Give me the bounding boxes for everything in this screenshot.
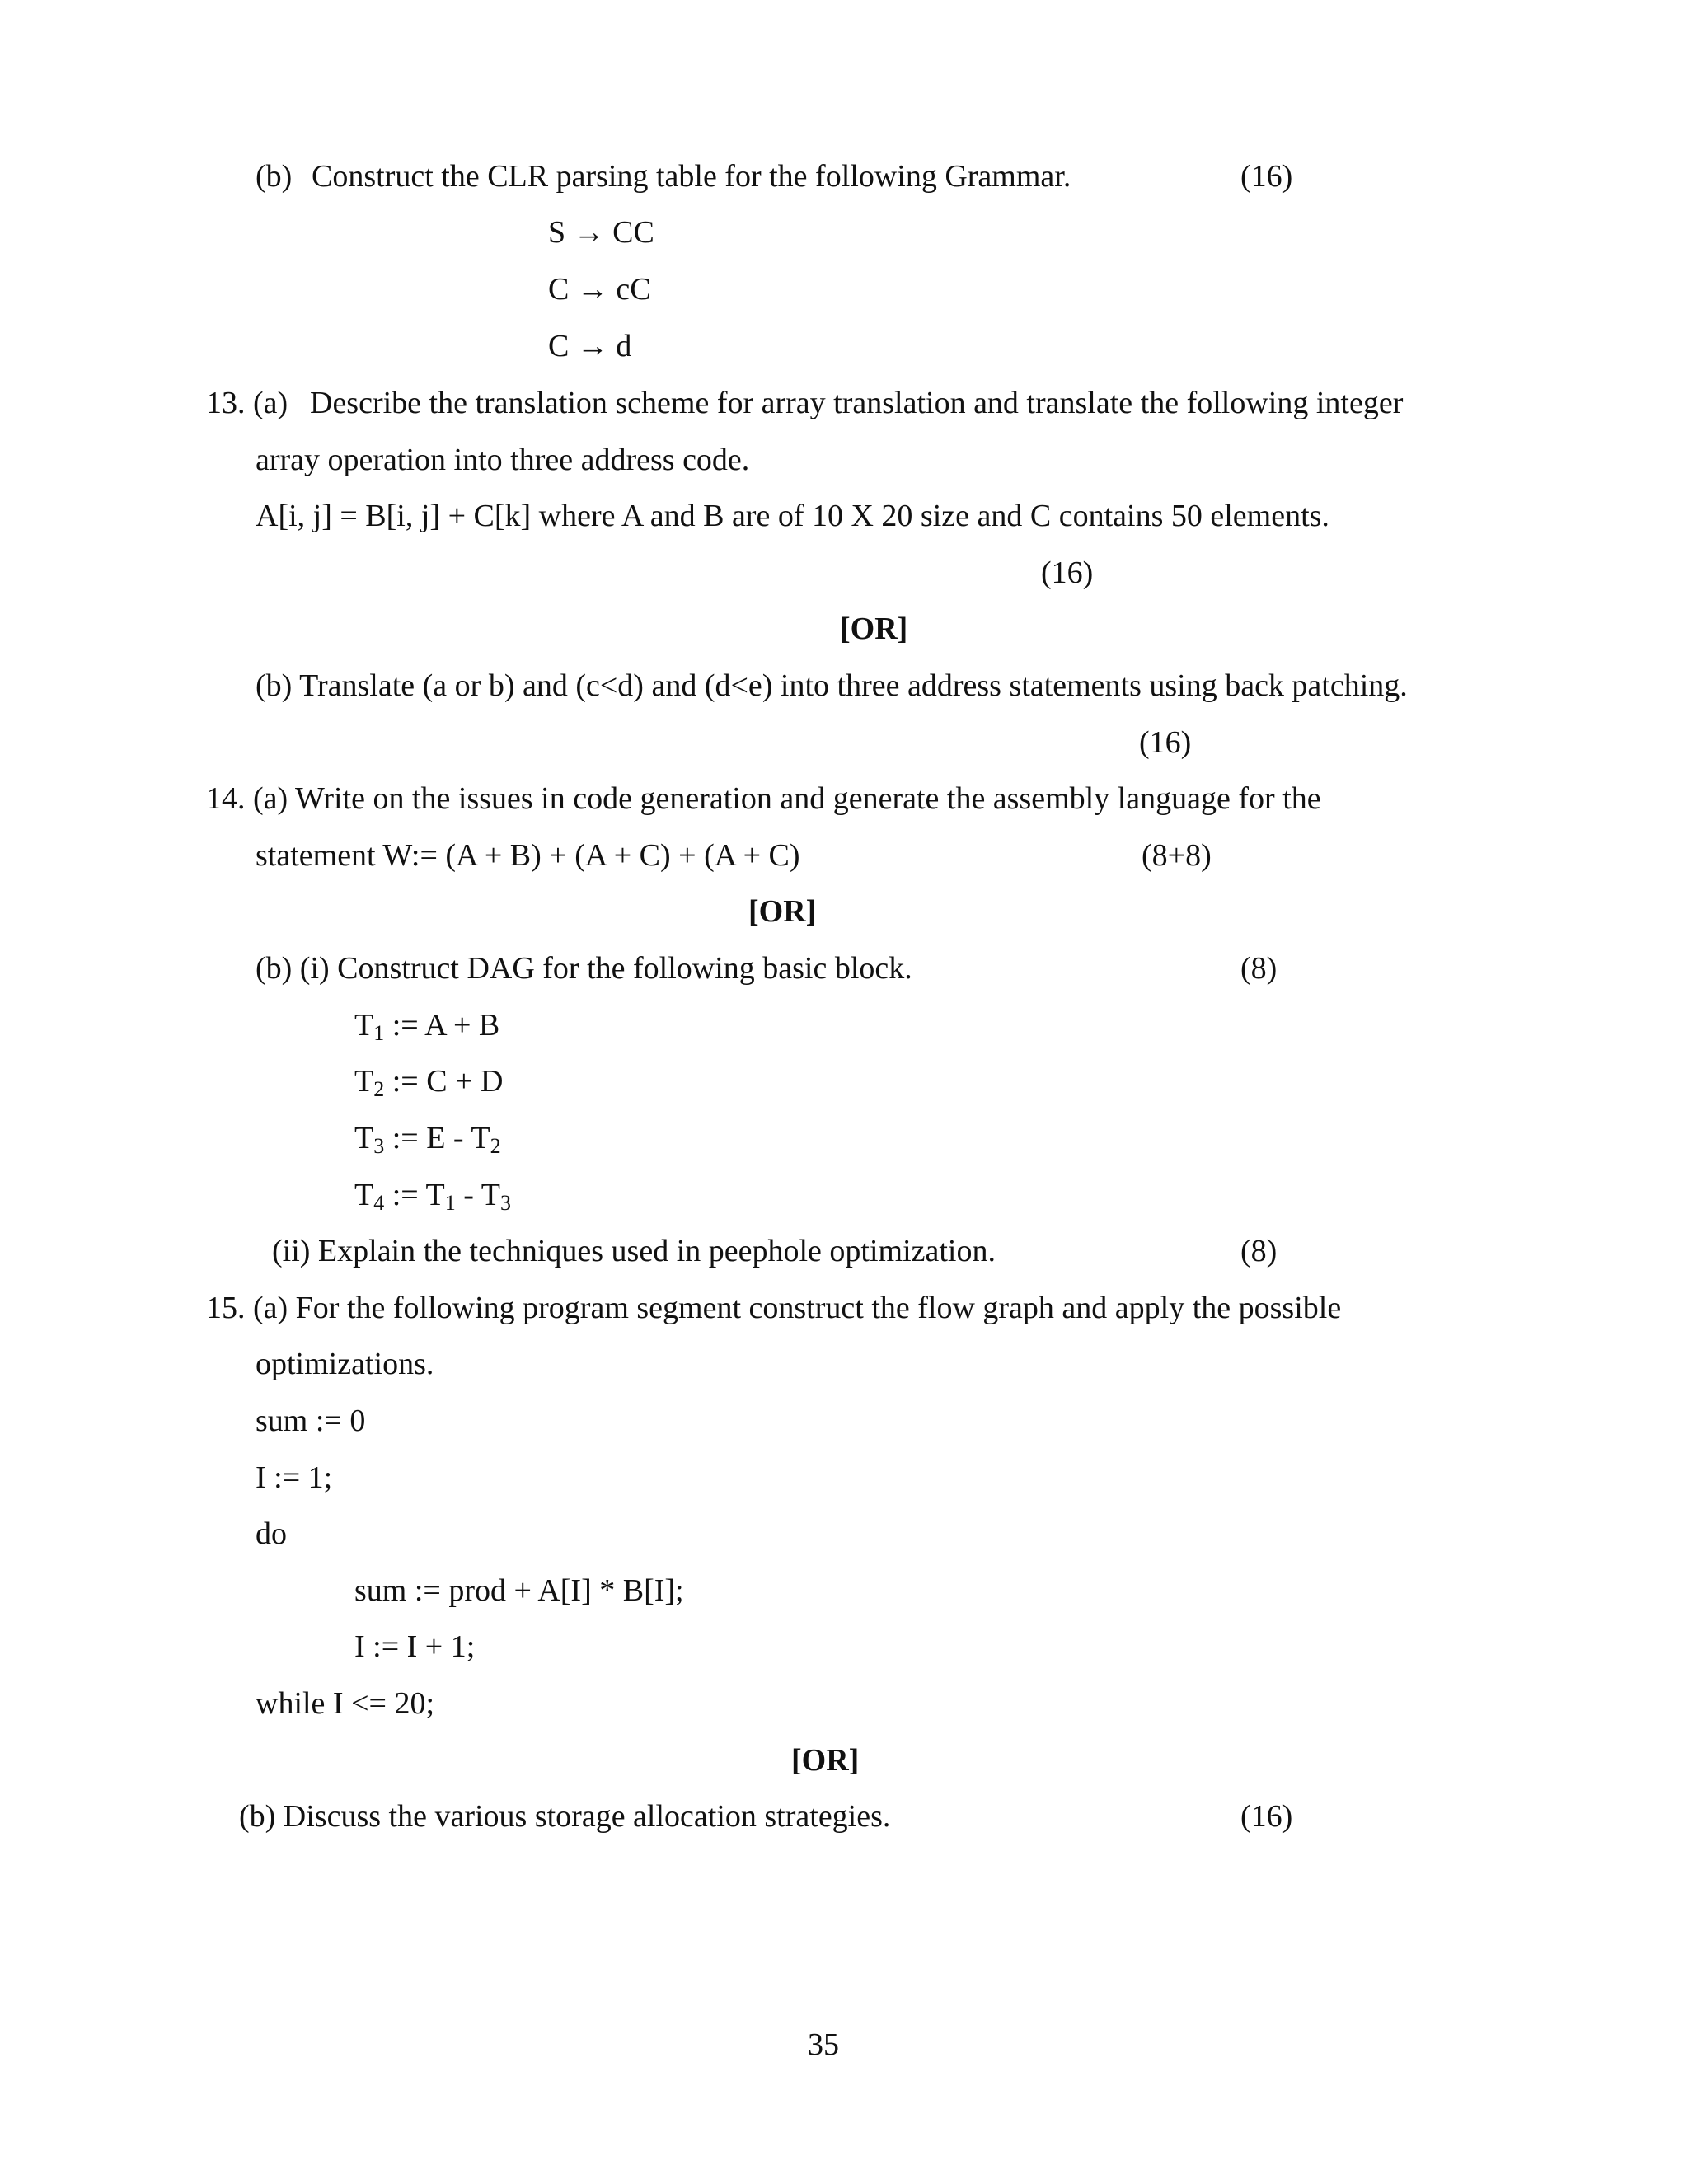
q14b-ii-text: (ii) Explain the techniques used in peephole optimization. [272, 1234, 996, 1268]
q15b-text: (b) Discuss the various storage allocation strategies. [239, 1799, 891, 1834]
grammar-production-1: S → CC [548, 215, 654, 250]
grammar-production-2: C → cC [548, 272, 651, 307]
q13-or-divider: [OR] [840, 612, 908, 646]
q13b-marks: (16) [1139, 725, 1192, 760]
code-line-6: while I <= 20; [256, 1686, 434, 1721]
q14a-line-2: statement W:= (A + B) + (A + C) + (A + C) [256, 838, 800, 873]
basic-block-line-3: $T_3$ := E - $T_2$ [354, 1121, 501, 1158]
basic-block-line-2: $T_2$ := C + D [354, 1064, 504, 1101]
basic-block-line-1: $T_1$ := A + B [354, 1008, 500, 1045]
code-line-1: sum := 0 [256, 1404, 366, 1438]
q14b-ii-marks: (8) [1240, 1234, 1278, 1268]
q12b-text: Construct the CLR parsing table for the following Grammar. [312, 159, 1071, 194]
q13a-line-2: array operation into three address code. [256, 443, 750, 477]
q13a-prefix: 13. (a) [206, 386, 288, 420]
q13a-line-3: A[i, j] = B[i, j] + C[k] where A and B are of 10 X 20 size and C contains 50 elements. [256, 499, 1329, 533]
q12b-marks: (16) [1240, 159, 1293, 194]
code-line-3: do [256, 1516, 287, 1551]
q14b-i-marks: (8) [1240, 951, 1278, 986]
q13a-line-1: Describe the translation scheme for array translation and translate the following integer [310, 386, 1404, 420]
q15b-marks: (16) [1240, 1799, 1293, 1834]
q14a-line-1: 14. (a) Write on the issues in code generation and generate the assembly language for the [206, 781, 1321, 816]
q13b-text: (b) Translate (a or b) and (c<d) and (d<e) into three address statements using back patching. [256, 668, 1408, 703]
q14-or-divider: [OR] [748, 894, 817, 929]
code-line-4: sum := prod + A[I] * B[I]; [354, 1573, 684, 1608]
code-line-2: I := 1; [256, 1460, 333, 1495]
grammar-production-3: C → d [548, 329, 632, 363]
basic-block-line-4: $T_4$ := $T_1 - T_3$ [354, 1178, 511, 1215]
q14a-marks: (8+8) [1142, 838, 1212, 873]
q13a-marks: (16) [1041, 555, 1094, 590]
q15a-line-1: 15. (a) For the following program segment construct the flow graph and apply the possible [206, 1291, 1342, 1325]
q14b-i-text: (b) (i) Construct DAG for the following basic block. [256, 951, 912, 986]
page-number: 35 [808, 2027, 839, 2062]
q12b-label: (b) [256, 159, 293, 194]
q15-or-divider: [OR] [791, 1743, 860, 1778]
code-line-5: I := I + 1; [354, 1629, 476, 1664]
q15a-line-2: optimizations. [256, 1347, 434, 1381]
